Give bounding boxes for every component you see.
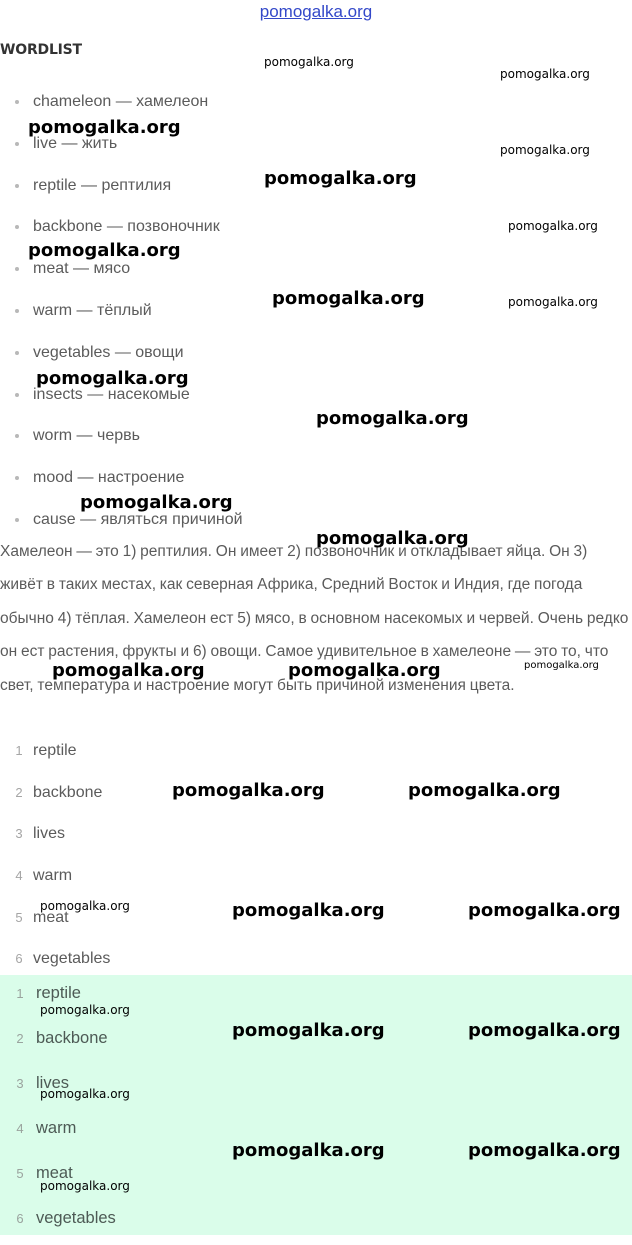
chameleon-paragraph: Хамелеон — это 1) рептилия. Он имеет 2) позвоночник и откладывает яйца. Он 3) живёт в таких местах, как северная Африка, Средний Восток и Индия, где погода обычно 4) тёплая. Хамелеон ест 5) мясо, в основном насекомых и червей. Очень редко он ест растения, фрукты и 6) овощи. Самое удивительное в хамелеоне — это то, что свет, температура и настроение могут быть причиной изменения цвета. [0, 543, 629, 694]
watermark: pomogalka.org [468, 1140, 621, 1161]
watermark: pomogalka.org [316, 528, 469, 549]
item-number: 3 [16, 1076, 24, 1091]
item-word: meat [33, 908, 69, 926]
item-number: 4 [16, 1121, 24, 1136]
watermark: pomogalka.org [232, 900, 385, 921]
wordlist-entry: vegetables — овощи [33, 343, 184, 361]
list-item [0, 291, 243, 333]
watermark: pomogalka.org [40, 1003, 130, 1017]
item-number: 2 [16, 1031, 24, 1046]
watermark: pomogalka.org [316, 408, 469, 429]
item-word: reptile [33, 742, 77, 759]
item-number: 6 [16, 1211, 24, 1226]
bullet-icon [15, 518, 19, 522]
item-word: warm [33, 867, 73, 885]
site-header-link[interactable]: pomogalka.org [259, 2, 373, 21]
list-item [0, 1020, 116, 1065]
list-item [0, 166, 243, 208]
item-word: reptile [36, 984, 81, 1002]
wordlist-entry: worm — червь [33, 427, 140, 445]
watermark: pomogalka.org [232, 1020, 385, 1041]
wordlist [0, 82, 243, 542]
list-item [0, 1110, 116, 1155]
watermark: pomogalka.org [52, 660, 205, 681]
bullet-icon [15, 393, 19, 397]
watermark: pomogalka.org [508, 219, 598, 233]
bullet-icon [15, 476, 19, 480]
wordlist-entry: live — жить [33, 134, 118, 152]
item-number: 5 [16, 1166, 24, 1181]
watermark: pomogalka.org [28, 240, 181, 261]
bullet-icon [15, 142, 19, 146]
item-number: 1 [15, 743, 23, 758]
wordlist-entry: insects — насекомые [33, 385, 190, 403]
item-word: backbone [36, 1029, 108, 1047]
list-item [0, 1155, 116, 1200]
watermark: pomogalka.org [500, 67, 590, 81]
watermark: pomogalka.org [40, 1087, 130, 1101]
wordlist-entry: backbone — позвоночник [33, 218, 220, 236]
bullet-icon [15, 309, 19, 313]
item-number: 5 [15, 909, 23, 925]
list-item [0, 416, 243, 458]
watermark: pomogalka.org [524, 660, 599, 671]
watermark: pomogalka.org [28, 117, 181, 138]
wordlist-title: WORDLIST [0, 42, 82, 58]
bullet-icon [15, 184, 19, 188]
item-word: meat [36, 1164, 73, 1182]
item-number: 4 [15, 868, 23, 884]
watermark: pomogalka.org [36, 368, 189, 389]
list-item [0, 1200, 116, 1245]
wordlist-entry: cause — являться причиной [33, 510, 243, 528]
watermark: pomogalka.org [80, 492, 233, 513]
bullet-icon [15, 225, 19, 229]
wordlist-entry: mood — настроение [33, 469, 185, 487]
wordlist-entry: reptile — рептилия [33, 176, 172, 194]
list-item [0, 813, 110, 855]
list-item [0, 855, 110, 897]
bullet-icon [15, 100, 19, 104]
watermark: pomogalka.org [40, 1179, 130, 1193]
item-number: 3 [15, 826, 23, 842]
item-word: vegetables [36, 1209, 116, 1227]
watermark: pomogalka.org [264, 55, 354, 69]
item-word: warm [36, 1119, 77, 1137]
item-word: vegetables [33, 950, 111, 968]
item-word: lives [36, 1074, 70, 1092]
item-word: backbone [33, 783, 103, 801]
wordlist-entry: warm — тёплый [33, 301, 152, 319]
watermark: pomogalka.org [468, 900, 621, 921]
item-word: lives [33, 825, 66, 843]
watermark: pomogalka.org [288, 660, 441, 681]
item-number: 2 [15, 784, 23, 800]
bullet-icon [15, 351, 19, 355]
watermark: pomogalka.org [500, 143, 590, 157]
wordlist-entry: meat — мясо [33, 260, 131, 278]
list-item [0, 938, 110, 980]
watermark: pomogalka.org [272, 288, 425, 309]
watermark: pomogalka.org [468, 1020, 621, 1041]
watermark: pomogalka.org [264, 168, 417, 189]
watermark: pomogalka.org [508, 295, 598, 309]
watermark: pomogalka.org [172, 780, 325, 801]
exercise-list [0, 730, 110, 980]
list-item [0, 772, 110, 814]
watermark: pomogalka.org [232, 1140, 385, 1161]
bullet-icon [15, 434, 19, 438]
bullet-icon [15, 267, 19, 271]
watermark: pomogalka.org [40, 899, 130, 913]
wordlist-entry: chameleon — хамелеон [33, 93, 209, 110]
watermark: pomogalka.org [408, 780, 561, 801]
item-number: 1 [16, 986, 24, 1001]
item-number: 6 [15, 951, 23, 967]
list-item [0, 730, 110, 772]
